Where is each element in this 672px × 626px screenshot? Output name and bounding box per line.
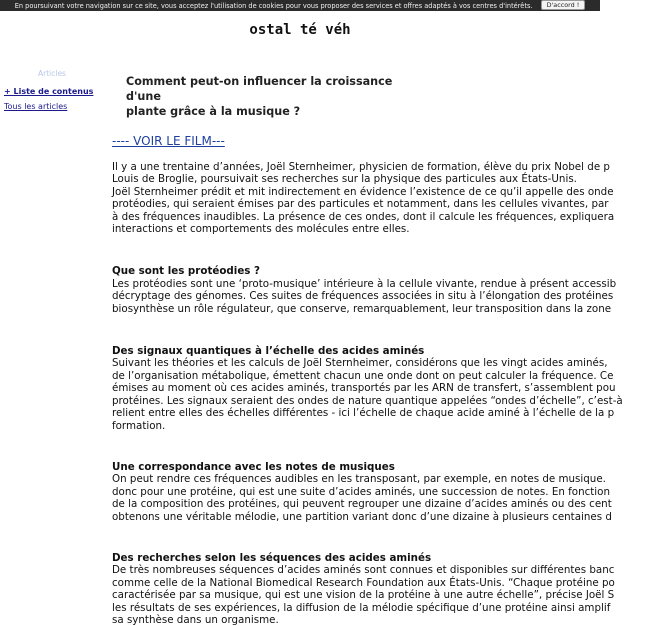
section-line: caractérisée par sa musique, qui est une vision de la protéine à une autre échelle”, précise Joël S	[112, 589, 615, 602]
intro-line: Louis de Broglie, poursuivait ses recherches sur la physique des particules aux États-Unis.	[112, 173, 577, 186]
section-line: décryptage des génomes. Ces suites de fréquences associées in situ à l’élongation des protéines	[112, 290, 614, 303]
sidebar-link-content-list[interactable]: + Liste de contenus	[4, 87, 94, 96]
section-line: de l’organisation métabolique, émettent chacun une onde dont on peut calculer la fréquence. Ce	[112, 369, 614, 382]
section-line: obtenons une véritable mélodie, une partition variant donc d’une dizaine à plusieurs centaines d	[112, 510, 612, 523]
cookie-accept-button[interactable]: D'accord !	[541, 0, 586, 10]
article-title	[126, 74, 426, 119]
intro-line: Il y a une trentaine d’années, Joël Sternheimer, physicien de formation, élève du prix Nobel de p	[112, 161, 610, 173]
section-line: émises au moment où ces acides aminés, transportés par les ARN de transfert, s’assemblent pou	[112, 382, 616, 395]
section-heading: Des signaux quantiques à l’échelle des acides aminés	[112, 345, 425, 358]
intro-line: à des fréquences inaudibles. La présence de ces ondes, dont il calcule les fréquences, expliquera	[112, 210, 615, 223]
section-line: sa synthèse dans un organisme.	[112, 613, 279, 626]
section-heading: Des recherches selon les séquences des acides aminés	[112, 551, 432, 564]
section-line: On peut rendre ces fréquences audibles en les transposant, par exemple, en notes de musique.	[112, 473, 606, 486]
watch-film-link[interactable]: ---- VOIR LE FILM---	[112, 134, 225, 148]
article-title-line: Comment peut-on influencer la croissance d'une	[126, 75, 393, 103]
section-heading: Une correspondance avec les notes de musiques	[112, 460, 395, 473]
section-line: formation.	[112, 419, 166, 432]
cookie-consent-text: En poursuivant votre navigation sur ce site, vous acceptez l'utilisation de cookies pour vous proposer des services et offres adaptés à vos centres d'intérêts.	[14, 2, 533, 10]
section-heading: Que sont les protéodies ?	[112, 265, 260, 278]
intro-line: interactions et comportements des molécules entre elles.	[112, 223, 410, 236]
section-line: protéines. Les signaux seraient des ondes de nature quantique appelées “ondes d’échelle”, c’est-à	[112, 394, 623, 407]
section-line: de la composition des protéines, qui peuvent regrouper une dizaine d’acides aminés ou des cent	[112, 498, 612, 511]
section-line: De très nombreuses séquences d’acides aminés sont connues et disponibles sur différentes banc	[112, 564, 615, 577]
site-title[interactable]: ostal té véh	[249, 22, 351, 38]
sidebar-header: Articles	[38, 69, 66, 78]
article-body	[112, 161, 672, 626]
article-main	[112, 0, 623, 626]
intro-line: protéodies, qui seraient émises par des particules et notamment, dans les cellules vivantes, par	[112, 198, 609, 211]
section-line: donc pour une protéine, qui est une suite d’acides aminés, une succession de notes. En fonction	[112, 485, 610, 498]
section-line: relient entre elles des échelles différentes - ici l’échelle de chaque acide aminé à l’échelle de la p	[112, 407, 615, 420]
intro-line: Joël Sternheimer prédit et mit indirectement en évidence l’existence de ce qu’il appelle des onde	[112, 185, 614, 198]
section-line: Suivant les théories et les calculs de Joël Sternheimer, considérons que les vingt acides aminés,	[112, 357, 608, 370]
section-line: comme celle de la National Biomedical Research Foundation aux États-Unis. “Chaque protéine po	[112, 576, 615, 589]
sidebar-link-all-articles[interactable]: Tous les articles	[4, 102, 68, 111]
article-title-line: plante grâce à la musique ?	[126, 105, 301, 118]
section-line: biosynthèse un rôle régulateur, que conserve, remarquablement, leur transposition dans la zone	[112, 302, 612, 315]
section-line: les résultats de ses expériences, la diffusion de la mélodie spécifique d’une protéine ainsi amplif	[112, 601, 611, 614]
section-line: Les protéodies sont une ‘proto-musique’ intérieure à la cellule vivante, rendue à présent accessib	[112, 277, 617, 290]
